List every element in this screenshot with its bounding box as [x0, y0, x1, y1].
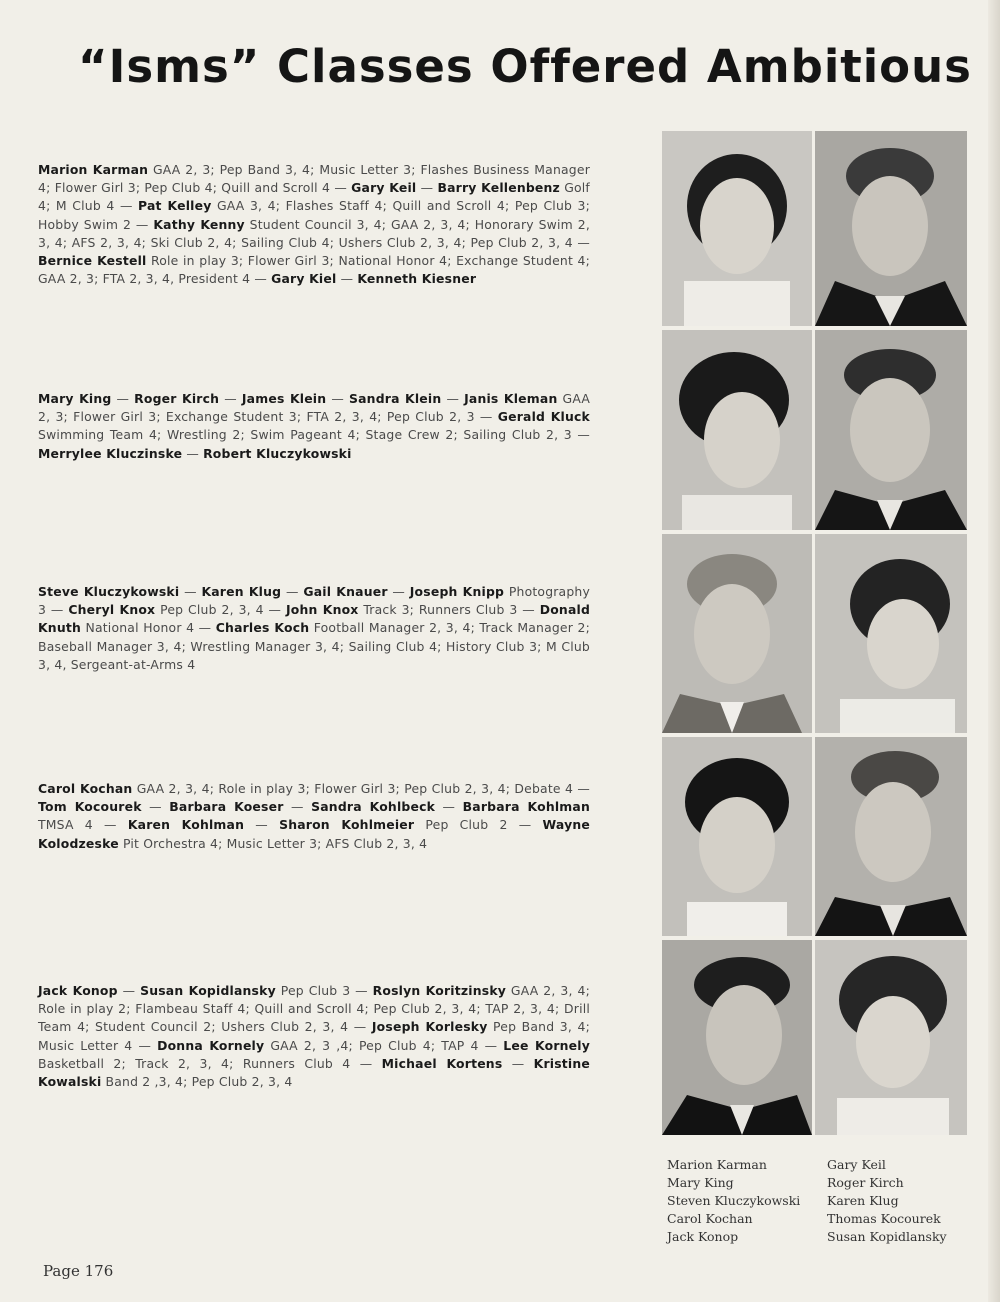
portrait-photo	[662, 940, 812, 1135]
bio-block-2	[38, 390, 590, 463]
student-name: Wayne Kolodzeske	[38, 817, 590, 851]
portrait-photo	[815, 940, 967, 1135]
activities-text: TMSA 4 —	[38, 817, 128, 833]
activities-text: Pep Band 3, 4; Music Letter 4 —	[38, 1019, 590, 1053]
activities-text: —	[179, 584, 202, 599]
portrait-photo	[662, 330, 812, 530]
bio-block-4	[38, 780, 590, 853]
student-name: Donald Knuth	[38, 602, 591, 636]
activities-text: Role in play 3; Flower Girl 3; National Honor 4; Exchange Student 4; GAA 2, 3; FTA 2, 3, 4, President 4 —	[38, 253, 590, 287]
student-name: Tom Kocourek	[38, 799, 142, 815]
student-name: Roslyn Koritzinsky	[372, 983, 507, 998]
caption-right: Gary Keil	[827, 1157, 886, 1172]
portrait-photo	[815, 131, 967, 326]
student-name: Susan Kopidlansky	[140, 983, 276, 998]
student-name: Barry Kellenbenz	[437, 180, 560, 196]
activities-text: Golf 4; M Club 4 —	[38, 180, 590, 214]
student-name: Pat Kelley	[138, 198, 212, 214]
activities-text: GAA 2, 3; Flower Girl 3; Exchange Student 3; FTA 2, 3, 4; Pep Club 2, 3 —	[38, 391, 591, 425]
activities-text: —	[281, 584, 304, 599]
activities-text: GAA 3, 4; Flashes Staff 4; Quill and Scroll 4; Pep Club 3; Hobby Swim 2 —	[38, 198, 590, 232]
student-name: Jack Konop	[38, 983, 118, 998]
activities-text: —	[141, 799, 170, 815]
student-name: Joseph Korlesky	[371, 1019, 488, 1035]
portrait-photo	[815, 534, 967, 733]
activities-text: Band 2 ,3, 4; Pep Club 2, 3, 4	[101, 1074, 293, 1090]
student-name: James Klein	[241, 391, 327, 406]
student-name: Gary Kiel	[271, 271, 337, 287]
activities-text: —	[117, 983, 141, 998]
page-title: “Isms” Classes Offered Ambitious	[78, 40, 972, 93]
student-name: Sharon Kohlmeier	[279, 817, 415, 833]
activities-text: GAA 2, 3; Pep Band 3, 4; Music Letter 3; Flashes Business Manager 4; Flower Girl 3; Pep Club 4; Quill and Scroll 4 —	[38, 162, 590, 196]
caption-right: Karen Klug	[827, 1193, 899, 1208]
caption-row	[667, 1174, 987, 1192]
activities-text: GAA 2, 3, 4; Role in play 3; Flower Girl 3; Pep Club 2, 3, 4; Debate 4 —	[132, 781, 590, 796]
caption-left: Steven Kluczykowski	[667, 1193, 801, 1208]
activities-text: Pep Club 3 —	[275, 983, 373, 998]
student-name: Kathy Kenny	[153, 216, 245, 232]
student-name: Marion Karman	[38, 162, 149, 177]
activities-text: —	[283, 799, 312, 815]
student-name: Mary King	[38, 391, 112, 406]
activities-text: Pep Club 2, 3, 4 —	[155, 602, 286, 618]
activities-text: —	[244, 817, 280, 833]
activities-text: Track 3; Runners Club 3 —	[358, 602, 540, 618]
bio-block-3	[38, 583, 590, 674]
student-name: Bernice Kestell	[38, 253, 147, 269]
student-name: Joseph Knipp	[409, 584, 505, 599]
activities-text: —	[416, 180, 438, 196]
caption-right: Roger Kirch	[827, 1175, 904, 1190]
student-name: Robert Kluczykowski	[203, 445, 352, 461]
caption-left: Jack Konop	[667, 1229, 739, 1244]
activities-text: GAA 2, 3, 4; Role in play 2; Flambeau Staff 4; Quill and Scroll 4; Pep Club 2, 3, 4; TAP 2, 3, 4; Drill Team 4; Student Council 2; Ushers Club 2, 3, 4 —	[38, 983, 590, 1035]
activities-text: Swimming Team 4; Wrestling 2; Swim Pageant 4; Stage Crew 2; Sailing Club 2, 3 —	[38, 427, 590, 443]
student-name: Charles Koch	[215, 620, 310, 636]
student-name: Steve Kluczykowski	[38, 584, 180, 599]
caption-left: Mary King	[667, 1175, 734, 1190]
student-name: Gail Knauer	[303, 584, 388, 599]
bio-block-1	[38, 161, 590, 288]
student-name: Barbara Koeser	[169, 799, 284, 815]
portrait-photo	[662, 131, 812, 326]
student-name: John Knox	[285, 602, 359, 618]
activities-text: —	[435, 799, 463, 815]
activities-text: Basketball 2; Track 2, 3, 4; Runners Club 4 —	[38, 1055, 382, 1071]
photo-captions	[667, 1156, 987, 1246]
activities-text: Football Manager 2, 3, 4; Track Manager 2; Baseball Manager 3, 4; Wrestling Manager 3, 4; Sailing Club 4; History Club 3; M Club 3, 4, Sergeant-at-Arms 4	[38, 620, 590, 672]
caption-right: Susan Kopidlansky	[827, 1229, 947, 1244]
activities-text: Pit Orchestra 4; Music Letter 3; AFS Club 2, 3, 4	[118, 835, 428, 851]
student-name: Roger Kirch	[134, 391, 220, 406]
caption-left: Carol Kochan	[667, 1211, 753, 1226]
student-name: Sandra Klein	[348, 391, 442, 406]
student-name: Lee Kornely	[503, 1037, 590, 1053]
caption-left: Marion Karman	[667, 1157, 767, 1172]
portrait-photo	[815, 737, 967, 936]
student-name: Donna Kornely	[157, 1037, 265, 1053]
activities-text: —	[441, 391, 465, 406]
caption-row	[667, 1228, 987, 1246]
portrait-photo	[662, 737, 812, 936]
student-name: Michael Kortens	[381, 1055, 503, 1071]
activities-text: —	[387, 584, 410, 599]
activities-text: National Honor 4 —	[81, 620, 216, 636]
page-number: Page 176	[43, 1262, 114, 1280]
student-name: Carol Kochan	[38, 781, 133, 796]
student-name: Barbara Kohlman	[462, 799, 591, 815]
activities-text: Pep Club 2 —	[414, 817, 543, 833]
student-name: Kristine Kowalski	[38, 1055, 590, 1090]
student-name: Kenneth Kiesner	[357, 271, 477, 287]
activities-text: —	[336, 271, 358, 287]
activities-text: GAA 2, 3 ,4; Pep Club 4; TAP 4 —	[264, 1037, 504, 1053]
bio-block-5	[38, 982, 590, 1091]
student-name: Gerald Kluck	[497, 409, 590, 425]
student-name: Merrylee Kluczinske	[38, 445, 183, 461]
portrait-photo	[815, 330, 967, 530]
activities-text: Student Council 3, 4; GAA 2, 3, 4; Honorary Swim 2, 3, 4; AFS 2, 3, 4; Ski Club 2, 4; Sailing Club 4; Ushers Club 2, 3, 4; Pep Club 2, 3, 4 —	[38, 216, 590, 250]
student-name: Karen Kohlman	[127, 817, 245, 833]
caption-right: Thomas Kocourek	[827, 1211, 941, 1226]
activities-text: —	[219, 391, 242, 406]
activities-text: —	[111, 391, 135, 406]
student-name: Gary Keil	[351, 180, 417, 196]
student-name: Janis Kleman	[464, 391, 558, 406]
caption-row	[667, 1192, 987, 1210]
activities-text: Photography 3 —	[38, 584, 591, 618]
activities-text: —	[326, 391, 349, 406]
caption-row	[667, 1156, 987, 1174]
activities-text: —	[182, 445, 204, 461]
student-name: Sandra Kohlbeck	[311, 799, 436, 815]
caption-row	[667, 1210, 987, 1228]
portrait-photo	[662, 534, 812, 733]
student-name: Cheryl Knox	[68, 602, 156, 618]
page-edge	[988, 0, 1000, 1302]
student-name: Karen Klug	[201, 584, 282, 599]
activities-text: —	[502, 1055, 534, 1071]
